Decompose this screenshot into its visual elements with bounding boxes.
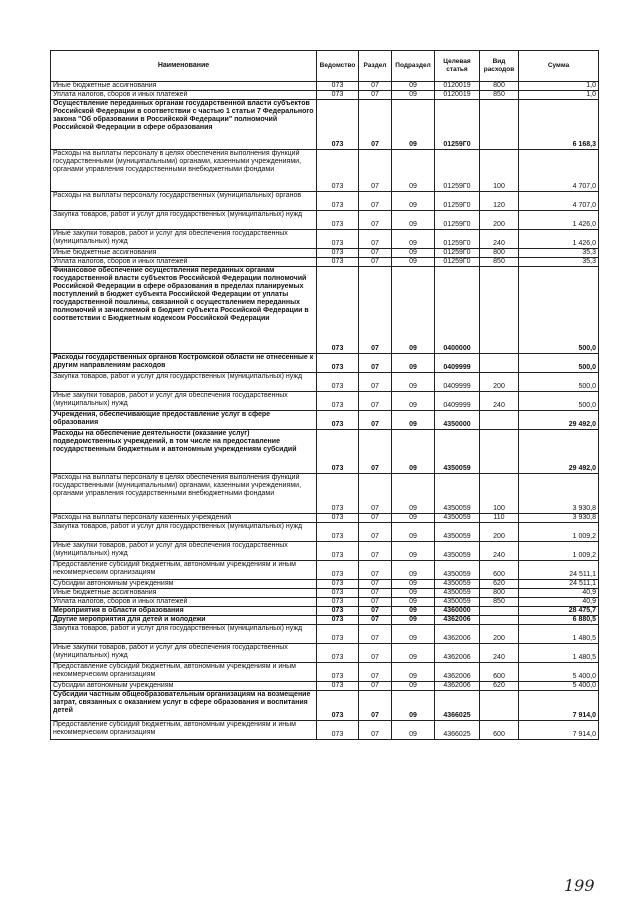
- cell-cel: 01259Г0: [435, 249, 480, 258]
- cell-razdel: 07: [359, 373, 392, 392]
- cell-podrazdel: 09: [392, 373, 435, 392]
- cell-podrazdel: 09: [392, 474, 435, 514]
- cell-vid: 240: [480, 230, 519, 249]
- cell-ved: 073: [317, 411, 359, 430]
- cell-name: Уплата налогов, сборов и иных платежей: [51, 258, 317, 267]
- cell-vid: 100: [480, 150, 519, 192]
- cell-podrazdel: 09: [392, 616, 435, 625]
- cell-vid: 800: [480, 589, 519, 598]
- cell-name: Иные закупки товаров, работ и услуг для обеспечения государственных (муниципальных) нужд: [51, 230, 317, 249]
- cell-ved: 073: [317, 580, 359, 589]
- table-row: [51, 598, 599, 607]
- header-name: Наименование: [51, 51, 317, 82]
- cell-razdel: 07: [359, 82, 392, 91]
- cell-razdel: 07: [359, 625, 392, 644]
- cell-name: Иные бюджетные ассигнования: [51, 249, 317, 258]
- cell-cel: 0409999: [435, 392, 480, 411]
- budget-table: [50, 50, 599, 740]
- cell-vid: [480, 691, 519, 721]
- cell-razdel: 07: [359, 100, 392, 150]
- cell-ved: 073: [317, 721, 359, 740]
- cell-podrazdel: 09: [392, 192, 435, 211]
- cell-vid: 620: [480, 682, 519, 691]
- cell-vid: [480, 430, 519, 474]
- cell-name: Закупка товаров, работ и услуг для государственных (муниципальных) нужд: [51, 523, 317, 542]
- cell-name: Субсидии частным общеобразовательным организациям на возмещение затрат, связанных с оказанием услуг в сфере образования и воспитания детей: [51, 691, 317, 721]
- cell-name: Расходы на выплаты персоналу казенных учреждений: [51, 514, 317, 523]
- table-row: [51, 542, 599, 561]
- cell-podrazdel: 09: [392, 542, 435, 561]
- table-row: [51, 411, 599, 430]
- cell-sum: 7 914,0: [519, 721, 599, 740]
- table-row: [51, 249, 599, 258]
- cell-podrazdel: 09: [392, 691, 435, 721]
- cell-ved: 073: [317, 514, 359, 523]
- cell-name: Расходы на выплаты персоналу в целях обеспечения выполнения функций государственными (муниципальными) органами, казенными учреждениями, органами управления государственными внебюджетными фондами: [51, 150, 317, 192]
- cell-razdel: 07: [359, 411, 392, 430]
- cell-cel: 4360000: [435, 607, 480, 616]
- cell-cel: 0120019: [435, 82, 480, 91]
- cell-sum: 1 009,2: [519, 542, 599, 561]
- cell-ved: 073: [317, 82, 359, 91]
- cell-ved: 073: [317, 211, 359, 230]
- table-row: [51, 100, 599, 150]
- cell-ved: 073: [317, 392, 359, 411]
- cell-podrazdel: 09: [392, 354, 435, 373]
- cell-ved: 073: [317, 258, 359, 267]
- header-row: [51, 51, 599, 82]
- table-row: [51, 430, 599, 474]
- table-row: [51, 625, 599, 644]
- table-row: [51, 392, 599, 411]
- cell-cel: 4350059: [435, 430, 480, 474]
- cell-ved: 073: [317, 663, 359, 682]
- cell-razdel: 07: [359, 607, 392, 616]
- cell-name: Закупка товаров, работ и услуг для государственных (муниципальных) нужд: [51, 211, 317, 230]
- cell-vid: 200: [480, 373, 519, 392]
- cell-ved: 073: [317, 598, 359, 607]
- cell-sum: 35,3: [519, 258, 599, 267]
- cell-vid: 240: [480, 392, 519, 411]
- cell-podrazdel: 09: [392, 589, 435, 598]
- cell-cel: 4350059: [435, 598, 480, 607]
- table-body: [51, 82, 599, 740]
- cell-sum: 4 707,0: [519, 150, 599, 192]
- cell-sum: 40,9: [519, 589, 599, 598]
- cell-cel: 4350059: [435, 542, 480, 561]
- cell-cel: 4366025: [435, 691, 480, 721]
- table-row: [51, 354, 599, 373]
- cell-razdel: 07: [359, 523, 392, 542]
- cell-podrazdel: 09: [392, 561, 435, 580]
- cell-podrazdel: 09: [392, 230, 435, 249]
- cell-vid: 850: [480, 91, 519, 100]
- cell-name: Другие мероприятия для детей и молодежи: [51, 616, 317, 625]
- cell-podrazdel: 09: [392, 267, 435, 354]
- table-row: [51, 82, 599, 91]
- table-row: [51, 616, 599, 625]
- cell-cel: 4362006: [435, 682, 480, 691]
- cell-name: Закупка товаров, работ и услуг для государственных (муниципальных) нужд: [51, 373, 317, 392]
- cell-sum: 4 707,0: [519, 192, 599, 211]
- cell-ved: 073: [317, 249, 359, 258]
- cell-sum: 6 168,3: [519, 100, 599, 150]
- cell-razdel: 07: [359, 91, 392, 100]
- cell-vid: [480, 616, 519, 625]
- cell-name: Уплата налогов, сборов и иных платежей: [51, 91, 317, 100]
- cell-vid: 850: [480, 598, 519, 607]
- cell-podrazdel: 09: [392, 682, 435, 691]
- table-row: [51, 474, 599, 514]
- cell-name: Финансовое обеспечение осуществления переданных органам государственной власти субъектов Российской Федерации полномочий Российской Федерации в сфере образования в пределах планируемых поступлений в бюджет субъекта Российской Федерации от уплаты государственной пошлины, связанной с осуществлением переданных полномочий и зачисляемой в бюджет субъекта Российской Федерации в соответствии с Бюджетным кодексом Российской Федерации: [51, 267, 317, 354]
- header-razdel: Раздел: [359, 51, 392, 82]
- cell-ved: 073: [317, 589, 359, 598]
- table-row: [51, 267, 599, 354]
- cell-razdel: 07: [359, 192, 392, 211]
- cell-cel: 4350059: [435, 561, 480, 580]
- cell-sum: 24 511,1: [519, 580, 599, 589]
- cell-ved: 073: [317, 523, 359, 542]
- cell-name: Учреждения, обеспечивающие предоставление услуг в сфере образования: [51, 411, 317, 430]
- cell-vid: [480, 267, 519, 354]
- header-podrazdel: Подраздел: [392, 51, 435, 82]
- cell-ved: 073: [317, 192, 359, 211]
- cell-name: Закупка товаров, работ и услуг для государственных (муниципальных) нужд: [51, 625, 317, 644]
- cell-cel: 4362006: [435, 625, 480, 644]
- cell-name: Уплата налогов, сборов и иных платежей: [51, 598, 317, 607]
- cell-cel: 0400000: [435, 267, 480, 354]
- cell-sum: 5 400,0: [519, 682, 599, 691]
- cell-vid: [480, 354, 519, 373]
- cell-name: Расходы государственных органов Костромской области не отнесенные к другим направлениям расходов: [51, 354, 317, 373]
- cell-sum: 3 930,8: [519, 514, 599, 523]
- table-row: [51, 589, 599, 598]
- table-row: [51, 644, 599, 663]
- table-row: [51, 721, 599, 740]
- cell-razdel: 07: [359, 542, 392, 561]
- cell-razdel: 07: [359, 230, 392, 249]
- cell-vid: 240: [480, 644, 519, 663]
- cell-cel: 01259Г0: [435, 150, 480, 192]
- table-row: [51, 150, 599, 192]
- cell-cel: 4362006: [435, 616, 480, 625]
- cell-podrazdel: 09: [392, 625, 435, 644]
- cell-razdel: 07: [359, 258, 392, 267]
- cell-sum: 1,0: [519, 91, 599, 100]
- cell-razdel: 07: [359, 721, 392, 740]
- cell-sum: 28 475,7: [519, 607, 599, 616]
- cell-podrazdel: 09: [392, 644, 435, 663]
- cell-ved: 073: [317, 616, 359, 625]
- cell-razdel: 07: [359, 430, 392, 474]
- cell-razdel: 07: [359, 691, 392, 721]
- cell-podrazdel: 09: [392, 249, 435, 258]
- cell-sum: 24 511,1: [519, 561, 599, 580]
- cell-ved: 073: [317, 91, 359, 100]
- cell-sum: 29 492,0: [519, 430, 599, 474]
- cell-razdel: 07: [359, 211, 392, 230]
- cell-sum: 3 930,8: [519, 474, 599, 514]
- cell-name: Мероприятия в области образования: [51, 607, 317, 616]
- cell-cel: 4362006: [435, 663, 480, 682]
- cell-vid: 850: [480, 258, 519, 267]
- cell-cel: 01259Г0: [435, 100, 480, 150]
- cell-razdel: 07: [359, 682, 392, 691]
- cell-sum: 7 914,0: [519, 691, 599, 721]
- cell-name: Иные закупки товаров, работ и услуг для обеспечения государственных (муниципальных) нужд: [51, 644, 317, 663]
- cell-name: Осуществление переданных органам государственной власти субъектов Российской Федерации в соответствии с частью 1 статьи 7 Федерального закона "Об образовании в Российской Федерации" полномочий Российской Федерации в сфере образования: [51, 100, 317, 150]
- cell-vid: 600: [480, 721, 519, 740]
- cell-name: Предоставление субсидий бюджетным, автономным учреждениям и иным некоммерческим организациям: [51, 561, 317, 580]
- cell-vid: 600: [480, 663, 519, 682]
- cell-cel: 01259Г0: [435, 230, 480, 249]
- cell-vid: 200: [480, 625, 519, 644]
- cell-podrazdel: 09: [392, 91, 435, 100]
- cell-razdel: 07: [359, 580, 392, 589]
- cell-podrazdel: 09: [392, 411, 435, 430]
- cell-ved: 073: [317, 373, 359, 392]
- cell-sum: 1 426,0: [519, 230, 599, 249]
- cell-sum: 500,0: [519, 373, 599, 392]
- cell-sum: 1 480,5: [519, 644, 599, 663]
- cell-razdel: 07: [359, 598, 392, 607]
- cell-vid: 620: [480, 580, 519, 589]
- cell-razdel: 07: [359, 589, 392, 598]
- table-header: [51, 51, 599, 82]
- cell-cel: 4350059: [435, 514, 480, 523]
- cell-ved: 073: [317, 474, 359, 514]
- cell-ved: 073: [317, 607, 359, 616]
- header-cel: Целевая статья: [435, 51, 480, 82]
- table-row: [51, 258, 599, 267]
- cell-cel: 0409999: [435, 354, 480, 373]
- cell-razdel: 07: [359, 561, 392, 580]
- cell-name: Иные бюджетные ассигнования: [51, 589, 317, 598]
- cell-razdel: 07: [359, 474, 392, 514]
- cell-razdel: 07: [359, 663, 392, 682]
- cell-razdel: 07: [359, 392, 392, 411]
- cell-podrazdel: 09: [392, 580, 435, 589]
- cell-sum: 5 400,0: [519, 663, 599, 682]
- cell-name: Иные закупки товаров, работ и услуг для обеспечения государственных (муниципальных) нужд: [51, 542, 317, 561]
- cell-cel: 4362006: [435, 644, 480, 663]
- cell-vid: 120: [480, 192, 519, 211]
- cell-vid: 100: [480, 474, 519, 514]
- cell-sum: 35,3: [519, 249, 599, 258]
- cell-razdel: 07: [359, 354, 392, 373]
- cell-cel: 01259Г0: [435, 258, 480, 267]
- cell-sum: 40,9: [519, 598, 599, 607]
- cell-sum: 1,0: [519, 82, 599, 91]
- cell-podrazdel: 09: [392, 598, 435, 607]
- cell-cel: 0120019: [435, 91, 480, 100]
- cell-ved: 073: [317, 644, 359, 663]
- cell-sum: 500,0: [519, 392, 599, 411]
- cell-name: Субсидии автономным учреждениям: [51, 580, 317, 589]
- cell-cel: 0409999: [435, 373, 480, 392]
- header-sum: Сумма: [519, 51, 599, 82]
- cell-podrazdel: 09: [392, 211, 435, 230]
- cell-vid: 600: [480, 561, 519, 580]
- cell-cel: 4366025: [435, 721, 480, 740]
- cell-sum: 1 426,0: [519, 211, 599, 230]
- cell-cel: 4350059: [435, 523, 480, 542]
- header-ved: Ведомство: [317, 51, 359, 82]
- cell-razdel: 07: [359, 249, 392, 258]
- cell-sum: 500,0: [519, 354, 599, 373]
- cell-ved: 073: [317, 100, 359, 150]
- cell-cel: 4350000: [435, 411, 480, 430]
- cell-sum: 1 480,5: [519, 625, 599, 644]
- cell-ved: 073: [317, 561, 359, 580]
- cell-ved: 073: [317, 267, 359, 354]
- cell-sum: 1 009,2: [519, 523, 599, 542]
- cell-vid: 240: [480, 542, 519, 561]
- cell-podrazdel: 09: [392, 607, 435, 616]
- cell-ved: 073: [317, 354, 359, 373]
- cell-sum: 29 492,0: [519, 411, 599, 430]
- cell-name: Расходы на выплаты персоналу государственных (муниципальных) органов: [51, 192, 317, 211]
- page-number: 199: [564, 876, 595, 895]
- cell-ved: 073: [317, 150, 359, 192]
- cell-sum: 6 880,5: [519, 616, 599, 625]
- cell-cel: 4350059: [435, 589, 480, 598]
- cell-podrazdel: 09: [392, 258, 435, 267]
- table-row: [51, 682, 599, 691]
- cell-podrazdel: 09: [392, 392, 435, 411]
- cell-vid: 110: [480, 514, 519, 523]
- table-row: [51, 514, 599, 523]
- cell-ved: 073: [317, 230, 359, 249]
- table-row: [51, 691, 599, 721]
- cell-ved: 073: [317, 542, 359, 561]
- cell-name: Иные бюджетные ассигнования: [51, 82, 317, 91]
- cell-vid: [480, 100, 519, 150]
- table-row: [51, 211, 599, 230]
- table-row: [51, 561, 599, 580]
- cell-ved: 073: [317, 430, 359, 474]
- cell-name: Расходы на выплаты персоналу в целях обеспечения выполнения функций государственными (муниципальными) органами, казенными учреждениями, органами управления государственными внебюджетными фондами: [51, 474, 317, 514]
- cell-podrazdel: 09: [392, 721, 435, 740]
- cell-vid: [480, 411, 519, 430]
- table-row: [51, 663, 599, 682]
- cell-podrazdel: 09: [392, 523, 435, 542]
- cell-ved: 073: [317, 682, 359, 691]
- cell-vid: 800: [480, 82, 519, 91]
- cell-ved: 073: [317, 625, 359, 644]
- cell-podrazdel: 09: [392, 150, 435, 192]
- cell-cel: 4350059: [435, 474, 480, 514]
- cell-cel: 01259Г0: [435, 192, 480, 211]
- table-row: [51, 523, 599, 542]
- cell-name: Субсидии автономным учреждениям: [51, 682, 317, 691]
- table-row: [51, 91, 599, 100]
- cell-cel: 01259Г0: [435, 211, 480, 230]
- table-row: [51, 192, 599, 211]
- header-vid: Вид расходов: [480, 51, 519, 82]
- cell-podrazdel: 09: [392, 514, 435, 523]
- cell-razdel: 07: [359, 616, 392, 625]
- cell-podrazdel: 09: [392, 82, 435, 91]
- cell-podrazdel: 09: [392, 430, 435, 474]
- cell-name: Расходы на обеспечение деятельности (оказание услуг) подведомственных учреждений, в том числе на предоставление государственным бюджетным и автономным учреждениям субсидий: [51, 430, 317, 474]
- table-row: [51, 607, 599, 616]
- cell-podrazdel: 09: [392, 663, 435, 682]
- cell-vid: 200: [480, 523, 519, 542]
- table-row: [51, 580, 599, 589]
- table-row: [51, 230, 599, 249]
- cell-vid: 800: [480, 249, 519, 258]
- cell-name: Предоставление субсидий бюджетным, автономным учреждениям и иным некоммерческим организациям: [51, 663, 317, 682]
- cell-name: Иные закупки товаров, работ и услуг для обеспечения государственных (муниципальных) нужд: [51, 392, 317, 411]
- cell-cel: 4350059: [435, 580, 480, 589]
- cell-vid: 200: [480, 211, 519, 230]
- cell-ved: 073: [317, 691, 359, 721]
- cell-vid: [480, 607, 519, 616]
- cell-name: Предоставление субсидий бюджетным, автономным учреждениям и иным некоммерческим организациям: [51, 721, 317, 740]
- cell-sum: 500,0: [519, 267, 599, 354]
- cell-razdel: 07: [359, 150, 392, 192]
- cell-razdel: 07: [359, 267, 392, 354]
- cell-podrazdel: 09: [392, 100, 435, 150]
- table-row: [51, 373, 599, 392]
- cell-razdel: 07: [359, 644, 392, 663]
- cell-razdel: 07: [359, 514, 392, 523]
